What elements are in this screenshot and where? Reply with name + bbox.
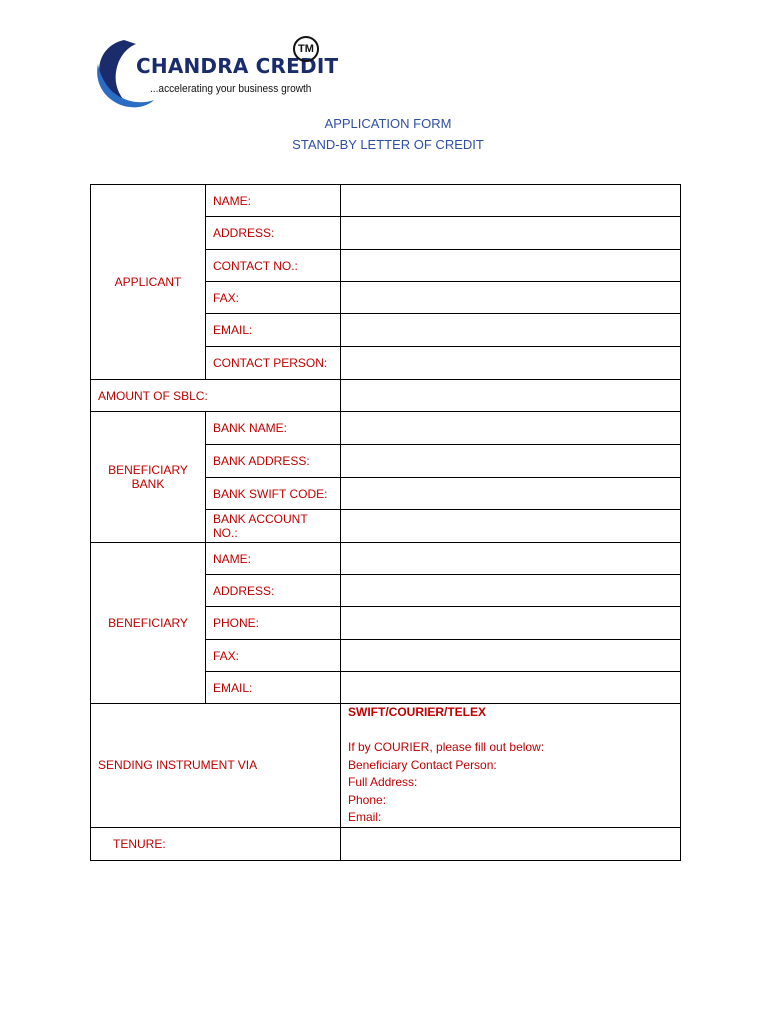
full-address-line: Full Address: [348,775,418,789]
bank-account-input[interactable] [341,510,681,543]
delivery-options-text: SWIFT/COURIER/TELEX [348,705,486,719]
field-label: ADDRESS: [206,575,341,607]
field-label: FAX: [206,640,341,672]
field-label: BANK NAME: [206,412,341,445]
applicant-contact-input[interactable] [341,250,681,282]
bank-name-input[interactable] [341,412,681,445]
group-label-line: BENEFICIARY [108,463,188,477]
brand-name: CHANDRA CREDIT [136,54,339,78]
field-label: EMAIL: [206,314,341,347]
beneficiary-email-input[interactable] [341,672,681,704]
applicant-row-name [91,185,681,217]
field-label: FAX: [206,282,341,314]
phone-line: Phone: [348,792,387,807]
sending-label: SENDING INSTRUMENT VIA [91,704,341,828]
field-label: CONTACT NO.: [206,250,341,282]
application-form-table [90,184,681,861]
bank-address-input[interactable] [341,445,681,478]
company-logo [94,34,339,110]
form-subtitle: STAND-BY LETTER OF CREDIT [292,137,484,152]
beneficiary-address-input[interactable] [341,575,681,607]
beneficiary-bank-group-label [91,412,206,543]
email-line: Email: [348,810,382,824]
sending-instructions[interactable] [341,704,681,828]
beneficiary-group-label: BENEFICIARY [91,543,206,704]
field-label: PHONE: [206,607,341,640]
applicant-fax-input[interactable] [341,282,681,314]
amount-label: AMOUNT OF SBLC: [91,380,341,412]
tenure-label: TENURE: [91,827,341,860]
field-label: CONTACT PERSON: [206,347,341,380]
field-label: BANK ACCOUNT NO.: [206,510,341,543]
contact-person-line: Beneficiary Contact Person: [348,757,497,772]
beneficiary-phone-input[interactable] [341,607,681,640]
field-label: NAME: [206,543,341,575]
spacer [348,722,673,740]
beneficiary-fax-input[interactable] [341,640,681,672]
bank-swift-input[interactable] [341,478,681,510]
field-label: ADDRESS: [206,217,341,250]
field-label: NAME: [206,185,341,217]
applicant-address-input[interactable] [341,217,681,250]
applicant-name-input[interactable] [341,185,681,217]
field-label: EMAIL: [206,672,341,704]
brand-tagline: ...accelerating your business growth [150,83,312,95]
applicant-group-label: APPLICANT [91,185,206,380]
amount-input[interactable] [341,380,681,412]
beneficiary-name-input[interactable] [341,543,681,575]
applicant-email-input[interactable] [341,314,681,347]
sending-row [91,704,681,828]
trademark-badge: TM [293,36,319,62]
delivery-options [348,704,673,722]
tenure-row [91,827,681,860]
field-label: BANK SWIFT CODE: [206,478,341,510]
applicant-contact-person-input[interactable] [341,347,681,380]
tenure-input[interactable] [341,827,681,860]
bank-row-name [91,412,681,445]
field-label: BANK ADDRESS: [206,445,341,478]
beneficiary-row-name [91,543,681,575]
form-title: APPLICATION FORM [324,116,452,131]
group-label-line: BANK [131,477,165,491]
amount-row [91,380,681,412]
courier-note: If by COURIER, please fill out below: [348,740,545,754]
